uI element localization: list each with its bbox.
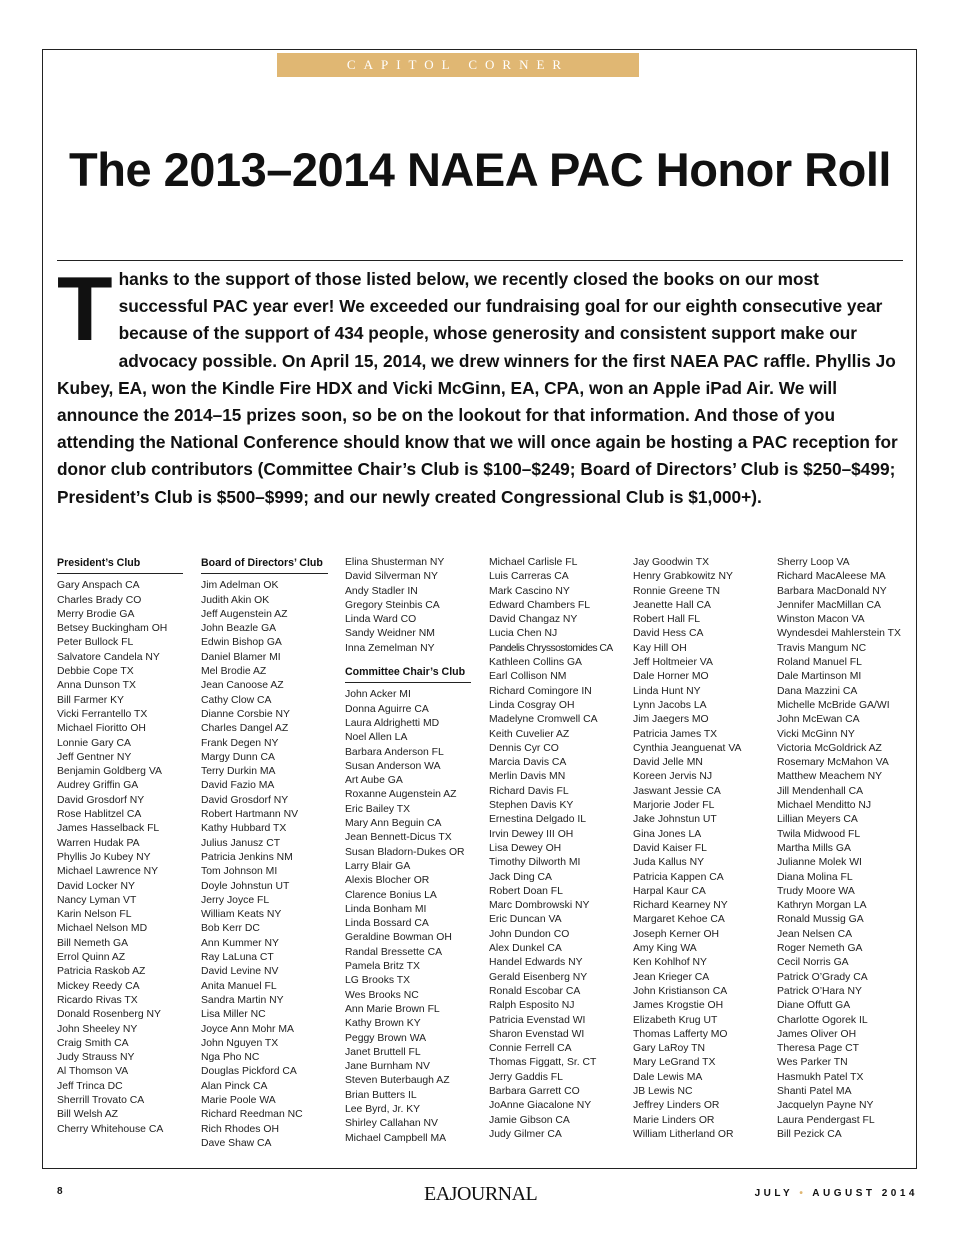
donor-name: Charles Brady CO — [57, 594, 142, 606]
donor-name: Noel Allen LA — [345, 732, 408, 744]
donor-name: James Hasselback FL — [57, 823, 160, 835]
donor-name: Thomas Figgatt, Sr. CT — [489, 1057, 597, 1069]
donor-name: Alex Dunkel CA — [489, 943, 562, 955]
donor-name: John Kristianson CA — [633, 985, 728, 997]
donor-name: Randal Bressette CA — [345, 946, 443, 958]
donor-name: Victoria McGoldrick AZ — [777, 742, 882, 754]
donor-name: Dennis Cyr CO — [489, 742, 559, 754]
donor-name: Wes Parker TN — [777, 1057, 848, 1069]
donor-name: Jerry Joyce FL — [201, 894, 270, 906]
donor-name: Art Aube GA — [345, 775, 403, 787]
donor-name: Kathryn Morgan LA — [777, 900, 867, 912]
donor-name: Terry Durkin MA — [201, 766, 276, 778]
donor-name: Mark Cascino NY — [489, 585, 570, 597]
donor-name: James Oliver OH — [777, 1028, 857, 1040]
donor-name: Judy Gilmer CA — [489, 1128, 562, 1140]
donor-name: Peter Bullock FL — [57, 637, 134, 649]
donor-name: Brian Butters IL — [345, 1089, 417, 1101]
title-divider — [57, 260, 903, 261]
donor-name: Wyndesdei Mahlerstein TX — [777, 628, 901, 640]
donor-name: Daniel Blamer MI — [201, 651, 281, 663]
donor-name: Judy Strauss NY — [57, 1052, 135, 1064]
donor-name: Mel Brodie AZ — [201, 666, 267, 678]
donor-name: Andy Stadler IN — [345, 585, 418, 597]
donor-name: Ray LaLuna CT — [201, 952, 274, 964]
donor-name: Peggy Brown WA — [345, 1032, 427, 1044]
donor-name: Betsey Buckingham OH — [57, 623, 168, 635]
donor-name: Michael Nelson MD — [57, 923, 148, 935]
donor-name: Kathy Hubbard TX — [201, 823, 287, 835]
donor-name: Rich Rhodes OH — [201, 1123, 279, 1135]
donor-name: Judith Akin OK — [201, 594, 270, 606]
donor-name: Richard MacAleese MA — [777, 571, 886, 583]
donor-name: Eric Bailey TX — [345, 803, 411, 815]
donor-name: Connie Ferrell CA — [489, 1043, 572, 1055]
donor-name: Jerry Gaddis FL — [489, 1071, 563, 1083]
donor-name: Timothy Dilworth MI — [489, 857, 581, 869]
donor-name: Patricia Kappen CA — [633, 871, 724, 883]
donor-name: Ken Kohlhof NY — [633, 957, 707, 969]
donor-name: Larry Blair GA — [345, 860, 411, 872]
donor-name: Jeff Trinca DC — [57, 1080, 123, 1092]
donor-name: Marie Linders OR — [633, 1114, 715, 1126]
donor-name: Al Thomson VA — [57, 1066, 129, 1078]
donor-name: Jennifer MacMillan CA — [777, 599, 881, 611]
donor-name: Marc Dombrowski NY — [489, 900, 590, 912]
page-number: 8 — [57, 1186, 63, 1197]
donor-name: Michael Lawrence NY — [57, 866, 159, 878]
donor-name: Patricia Raskob AZ — [57, 966, 146, 978]
column-committee-chairs-club — [345, 556, 471, 1146]
donor-name: Gary Anspach CA — [57, 580, 140, 592]
donor-name: David Grosdorf NY — [57, 794, 145, 806]
donor-name: Jack Ding CA — [489, 871, 552, 883]
donor-name: Roland Manuel FL — [777, 657, 862, 669]
donor-name: Margy Dunn CA — [201, 751, 275, 763]
donor-name: LG Brooks TX — [345, 975, 411, 987]
donor-name: Laura Aldrighetti MD — [345, 717, 440, 729]
donor-name: Patrick O’Grady CA — [777, 971, 868, 983]
donor-name: Julianne Molek WI — [777, 857, 862, 869]
donor-name: Janet Bruttell FL — [345, 1046, 421, 1058]
donor-name: Michael Fioritto OH — [57, 723, 146, 735]
donor-name: Mary LeGrand TX — [633, 1057, 716, 1069]
donor-name: Jake Johnstun UT — [633, 814, 717, 826]
donor-name: Alexis Blocher OR — [345, 875, 430, 887]
donor-name: Bill Pezick CA — [777, 1128, 842, 1140]
donor-name: David Changaz NY — [489, 614, 578, 626]
donor-name: Martha Mills GA — [777, 842, 851, 854]
donor-name: Vicki Ferrantello TX — [57, 708, 148, 720]
donor-name: Joseph Kerner OH — [633, 928, 720, 940]
donor-name: Anita Manuel FL — [201, 980, 277, 992]
donor-name: Diane Offutt GA — [777, 1000, 851, 1012]
donor-name: David Levine NV — [201, 966, 279, 978]
donor-name: Patricia James TX — [633, 728, 718, 740]
donor-name: Jay Goodwin TX — [633, 557, 710, 568]
donor-name: Charles Dangel AZ — [201, 723, 289, 735]
donor-name: Joyce Ann Mohr MA — [201, 1023, 294, 1035]
donor-name: Richard Comingore IN — [489, 685, 592, 697]
donor-name: Ronald Escobar CA — [489, 985, 581, 997]
separator-dot: • — [799, 1188, 807, 1199]
donor-name: Roger Nemeth GA — [777, 943, 863, 955]
donor-name: Michael Campbell MA — [345, 1132, 447, 1144]
donor-name: Tom Johnson MI — [201, 866, 278, 878]
donor-name: Luis Carreras CA — [489, 571, 569, 583]
donor-name: Ernestina Delgado IL — [489, 814, 587, 826]
donor-name: Shirley Callahan NV — [345, 1118, 438, 1130]
donor-name: Hasmukh Patel TX — [777, 1071, 864, 1083]
donor-name: Dave Shaw CA — [201, 1137, 272, 1149]
donor-name: Jill Mendenhall CA — [777, 785, 864, 797]
donor-name: Dianne Corsbie NY — [201, 708, 290, 720]
donor-name: Roxanne Augenstein AZ — [345, 789, 457, 801]
donor-name: Jeff Augenstein AZ — [201, 608, 288, 620]
donor-name: Patricia Evenstad WI — [489, 1014, 586, 1026]
donor-name: Audrey Griffin GA — [57, 780, 139, 792]
donor-name: Marjorie Joder FL — [633, 800, 715, 812]
donor-name: Nga Pho NC — [201, 1052, 260, 1064]
donor-name: Bill Nemeth GA — [57, 937, 129, 949]
donor-name: Edward Chambers FL — [489, 599, 591, 611]
column-names-6 — [777, 556, 904, 1142]
donor-name: Debbie Cope TX — [57, 666, 134, 678]
donor-name: Geraldine Bowman OH — [345, 932, 452, 944]
donor-name: Donna Aguirre CA — [345, 703, 429, 715]
club-header: Board of Directors’ Club — [201, 556, 328, 574]
donor-name: Robert Doan FL — [489, 885, 563, 897]
donor-name: Susan Bladorn-Dukes OR — [345, 846, 465, 858]
donor-name: Kay Hill OH — [633, 642, 687, 654]
donor-name: Ann Kummer NY — [201, 937, 279, 949]
donor-name: Jim Jaegers MO — [633, 714, 709, 726]
donor-name: Bill Welsh AZ — [57, 1109, 119, 1121]
donor-name: Lisa Dewey OH — [489, 842, 562, 854]
donor-name: Jean Bennett-Dicus TX — [345, 832, 452, 844]
donor-name: Earl Collison NM — [489, 671, 567, 683]
donor-name: Henry Grabkowitz NY — [633, 571, 733, 583]
donor-name: James Krogstie OH — [633, 1000, 724, 1012]
donor-name: Salvatore Candela NY — [57, 651, 160, 663]
column-board-of-directors-club — [201, 556, 328, 1151]
donor-name: John Dundon CO — [489, 928, 570, 940]
donor-name: Linda Cosgray OH — [489, 699, 575, 711]
donor-name: John Nguyen TX — [201, 1037, 279, 1049]
donor-name: Jim Adelman OK — [201, 580, 279, 592]
donor-name: Patrick O’Hara NY — [777, 985, 862, 997]
donor-name: Julius Janusz CT — [201, 837, 281, 849]
donor-name: David Fazio MA — [201, 780, 275, 792]
column-presidents-club — [57, 556, 183, 1137]
donor-name: Robert Hartmann NV — [201, 809, 299, 821]
donor-name: Jean Krieger CA — [633, 971, 710, 983]
donor-name: Dale Horner MO — [633, 671, 709, 683]
donor-name: Diana Molina FL — [777, 871, 853, 883]
donor-name: Jaswant Jessie CA — [633, 785, 721, 797]
donor-name: Benjamin Goldberg VA — [57, 766, 162, 778]
donor-name: Trudy Moore WA — [777, 885, 855, 897]
donor-name: Lillian Meyers CA — [777, 814, 858, 826]
donor-name: Cecil Norris GA — [777, 957, 849, 969]
donor-name: Eric Duncan VA — [489, 914, 562, 926]
donor-name: Jean Nelsen CA — [777, 928, 853, 940]
donor-name: Linda Bossard CA — [345, 918, 429, 930]
issue-date — [755, 1188, 918, 1199]
donor-name: Bob Kerr DC — [201, 923, 260, 935]
donor-name: Nancy Lyman VT — [57, 894, 137, 906]
donor-name: Irvin Dewey III OH — [489, 828, 574, 840]
donor-name: Gina Jones LA — [633, 828, 702, 840]
donor-name: John Sheeley NY — [57, 1023, 138, 1035]
issue-month: JULY — [754, 1188, 794, 1199]
donor-name: Shanti Patel MA — [777, 1085, 852, 1097]
donor-name: Wes Brooks NC — [345, 989, 419, 1001]
drop-cap: T — [57, 259, 113, 360]
donor-name: Richard Reedman NC — [201, 1109, 303, 1121]
donor-name: John McEwan CA — [777, 714, 860, 726]
donor-name: Alan Pinck CA — [201, 1080, 268, 1092]
donor-name: Gary LaRoy TN — [633, 1043, 705, 1055]
intro-text: hanks to the support of those listed below, we recently closed the books on our most successful PAC year ever! We exceeded our fundraising goal for our eighth consecutive year because of the support of 434 people, whose generosity and consistent support make our advocacy possible. On April 15, 2014, we drew winners for the first NAEA PAC raffle. Phyllis Jo Kubey, EA, won the Kindle Fire HDX and Vicki McGinn, EA, CPA, won an Apple iPad Air. We will announce the 2014–15 prizes soon, so be on the lookout for that information. And those of you attending the National Conference should know that we will once again be hosting a PAC reception for donor club contributors (Committee Chair’s Club is $100–$249; Board of Directors’ Club is $250–$499; President’s Club is $500–$999; and our newly created Congressional Club is $1,000+). — [57, 269, 898, 507]
donor-name: Koreen Jervis NJ — [633, 771, 713, 783]
donor-name: Marie Poole WA — [201, 1094, 276, 1106]
intro-paragraph — [57, 259, 905, 511]
donor-name: Winston Macon VA — [777, 614, 865, 626]
donor-name: William Keats NY — [201, 909, 282, 921]
donor-name: Lee Byrd, Jr. KY — [345, 1103, 421, 1115]
donor-name: Susan Anderson WA — [345, 760, 441, 772]
donor-name: Jeffrey Linders OR — [633, 1100, 720, 1112]
donor-name: Douglas Pickford CA — [201, 1066, 297, 1078]
donor-name: Madelyne Cromwell CA — [489, 714, 598, 726]
donor-name: Sandy Weidner NM — [345, 628, 435, 640]
donor-name: Ann Marie Brown FL — [345, 1003, 440, 1015]
donor-name: Frank Degen NY — [201, 737, 279, 749]
donor-name: JB Lewis NC — [633, 1085, 693, 1097]
donor-name: Lynn Jacobs LA — [633, 699, 707, 711]
donor-name: Michael Menditto NJ — [777, 800, 872, 812]
donor-name: Karin Nelson FL — [57, 909, 132, 921]
donor-name: Richard Davis FL — [489, 785, 569, 797]
donor-name: Bill Farmer KY — [57, 694, 124, 706]
donor-name: Jean Canoose AZ — [201, 680, 284, 692]
donor-name: Dale Lewis MA — [633, 1071, 703, 1083]
donor-name: Michelle McBride GA/WI — [777, 699, 890, 711]
donor-name: Cynthia Jeanguenat VA — [633, 742, 742, 754]
section-banner: CAPITOL CORNER — [277, 53, 639, 77]
donor-name: David Jelle MN — [633, 757, 703, 769]
donor-name: Merry Brodie GA — [57, 608, 135, 620]
page-title: The 2013–2014 NAEA PAC Honor Roll — [69, 143, 891, 196]
donor-name: Linda Hunt NY — [633, 685, 701, 697]
donor-name: Lucia Chen NJ — [489, 628, 558, 640]
donor-name: Donald Rosenberg NY — [57, 1009, 161, 1021]
donor-name: Lonnie Gary CA — [57, 737, 131, 749]
donor-name: Gerald Eisenberg NY — [489, 971, 588, 983]
club-header: President’s Club — [57, 556, 183, 574]
donor-name: Keith Cuvelier AZ — [489, 728, 570, 740]
donor-name: Steven Buterbaugh AZ — [345, 1075, 450, 1087]
donor-name: Barbara Anderson FL — [345, 746, 444, 758]
column-names-4 — [489, 556, 616, 1142]
donor-name: Harpal Kaur CA — [633, 885, 706, 897]
donor-name: Juda Kallus NY — [633, 857, 705, 869]
donor-name: Warren Hudak PA — [57, 837, 140, 849]
donor-name: Ricardo Rivas TX — [57, 994, 138, 1006]
donor-name: Linda Bonham MI — [345, 903, 427, 915]
donor-name: Robert Hall FL — [633, 614, 700, 626]
donor-name: Jamie Gibson CA — [489, 1114, 570, 1126]
donor-name: Mickey Reedy CA — [57, 980, 140, 992]
donor-name: Sharon Evenstad WI — [489, 1028, 585, 1040]
ea-journal-logo: EAJOURNAL — [424, 1183, 538, 1205]
donor-name: Ralph Esposito NJ — [489, 1000, 575, 1012]
donor-name: Inna Zemelman NY — [345, 642, 435, 654]
donor-name: JoAnne Giacalone NY — [489, 1100, 592, 1112]
donor-name: Clarence Bonius LA — [345, 889, 437, 901]
donor-name: John Acker MI — [345, 689, 411, 701]
donor-name: Jeff Gentner NY — [57, 751, 132, 763]
donor-name: David Silverman NY — [345, 571, 438, 583]
donor-name: David Grosdorf NY — [201, 794, 289, 806]
donor-name: Jane Burnham NV — [345, 1061, 430, 1073]
donor-name: Kathleen Collins GA — [489, 657, 582, 669]
donor-name: Dana Mazzini CA — [777, 685, 858, 697]
donor-name: Craig Smith CA — [57, 1037, 129, 1049]
donor-name: Vicki McGinn NY — [777, 728, 855, 740]
donor-name: Sherrill Trovato CA — [57, 1094, 145, 1106]
donor-name: Matthew Meachem NY — [777, 771, 883, 783]
donor-name: Elina Shusterman NY — [345, 557, 445, 568]
donor-name: Jeff Holtmeier VA — [633, 657, 713, 669]
donor-name: Michael Carlisle FL — [489, 557, 578, 568]
donor-name: Theresa Page CT — [777, 1043, 860, 1055]
donor-name: Elizabeth Krug UT — [633, 1014, 718, 1026]
donor-name: Sandra Martin NY — [201, 994, 284, 1006]
donor-name: Kathy Brown KY — [345, 1018, 421, 1030]
donor-name: Stephen Davis KY — [489, 800, 574, 812]
donor-name: Gregory Steinbis CA — [345, 599, 440, 611]
donor-name: Charlotte Ogorek IL — [777, 1014, 868, 1026]
donor-name: William Litherland OR — [633, 1128, 734, 1140]
donor-name: Errol Quinn AZ — [57, 952, 126, 964]
column-names-5 — [633, 556, 760, 1142]
donor-name: Amy King WA — [633, 943, 697, 955]
donor-name: Pandelis Chryssostomides CA — [489, 642, 613, 654]
donor-name: Marcia Davis CA — [489, 757, 567, 769]
donor-name: Barbara Garrett CO — [489, 1085, 580, 1097]
donor-name: Jeanette Hall CA — [633, 599, 711, 611]
donor-name: Rosemary McMahon VA — [777, 757, 889, 769]
donor-name: Cherry Whitehouse CA — [57, 1123, 164, 1135]
donor-name: Travis Mangum NC — [777, 642, 867, 654]
donor-name: Pamela Britz TX — [345, 961, 420, 973]
donor-name: David Locker NY — [57, 880, 135, 892]
donor-name: Phyllis Jo Kubey NY — [57, 851, 151, 863]
donor-name: Edwin Bishop GA — [201, 637, 282, 649]
donor-name: Margaret Kehoe CA — [633, 914, 725, 926]
donor-name: Linda Ward CO — [345, 614, 417, 626]
donor-name: Barbara MacDonald NY — [777, 585, 887, 597]
donor-name: Dale Martinson MI — [777, 671, 862, 683]
donor-name: Laura Pendergast FL — [777, 1114, 875, 1126]
donor-name: Cathy Clow CA — [201, 694, 272, 706]
donor-name: Twila Midwood FL — [777, 828, 861, 840]
donor-name: Anna Dunson TX — [57, 680, 136, 692]
donor-name: Handel Edwards NY — [489, 957, 583, 969]
donor-name: Ronald Mussig GA — [777, 914, 864, 926]
donor-name: Merlin Davis MN — [489, 771, 566, 783]
donor-name: David Kaiser FL — [633, 842, 707, 854]
donor-name: Thomas Lafferty MO — [633, 1028, 728, 1040]
donor-name: Mary Ann Beguin CA — [345, 818, 442, 830]
issue-month-year: AUGUST 2014 — [812, 1188, 918, 1199]
donor-name: Lisa Miller NC — [201, 1009, 266, 1021]
donor-name: David Hess CA — [633, 628, 704, 640]
donor-name: Patricia Jenkins NM — [201, 851, 293, 863]
donor-name: Richard Kearney NY — [633, 900, 728, 912]
donor-name: Sherry Loop VA — [777, 557, 850, 568]
donor-name: Rose Hablitzel CA — [57, 809, 142, 821]
donor-name: John Beazle GA — [201, 623, 277, 635]
club-header: Committee Chair’s Club — [345, 665, 471, 683]
donor-name: Jacquelyn Payne NY — [777, 1100, 874, 1112]
donor-name: Ronnie Greene TN — [633, 585, 721, 597]
donor-name: Doyle Johnstun UT — [201, 880, 290, 892]
